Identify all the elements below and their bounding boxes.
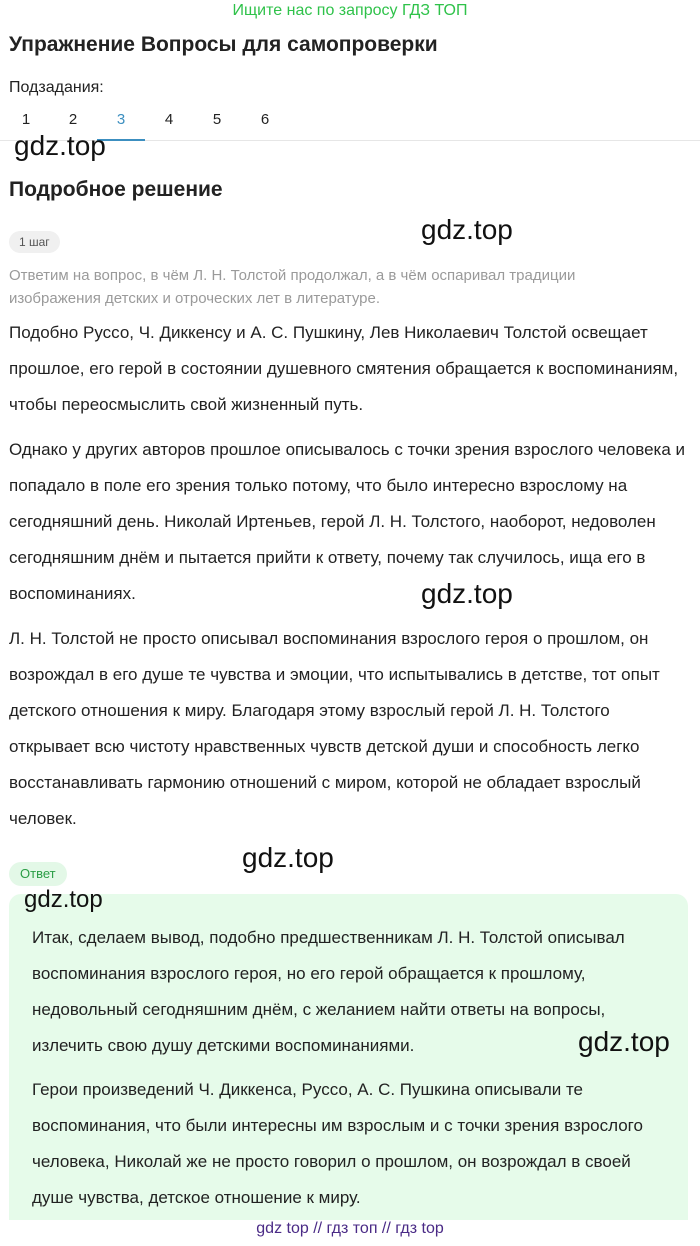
answer-paragraph: Итак, сделаем вывод, подобно предшественникам Л. Н. Толстой описывал воспоминания взрослого героя, но его герой обращается к прошлому, недовольный сегодняшним днём, с желанием найти ответы на вопросы, излечить свою душу детскими воспоминаниями. xyxy=(32,928,625,1055)
intro-text: Ответим на вопрос, в чём Л. Н. Толстой продолжал, а в чём оспаривал традиции изображения детских и отроческих лет в литературе. xyxy=(9,267,576,307)
top-banner[interactable]: Ищите нас по запросу ГДЗ ТОП xyxy=(232,2,468,19)
footer-links[interactable]: gdz top // гдз топ // гдз top xyxy=(256,1220,444,1237)
tab-2[interactable]: 2 xyxy=(68,111,78,128)
tab-3[interactable]: 3 xyxy=(97,111,145,141)
answer-badge: Ответ xyxy=(9,862,67,886)
solution-paragraph: Л. Н. Толстой не просто описывал воспоминания взрослого героя о прошлом, он возрождал в его душе те чувства и эмоции, что испытывались в детстве, тот опыт детского отношения к миру. Благодаря этому взрослый герой Л. Н. Толстого открывает всю чистоту нравственных чувств детской души и способность легко восстанавливать гармонию отношений с миром, которой не обладает взрослый человек. xyxy=(9,629,660,828)
solution-paragraph: Подобно Руссо, Ч. Диккенсу и А. С. Пушкину, Лев Николаевич Толстой освещает прошлое, его герой в состоянии душевного смятения обращается к воспоминаниям, чтобы переосмыслить свой жизненный путь. xyxy=(9,323,679,414)
answer-paragraph: Герои произведений Ч. Диккенса, Руссо, А. С. Пушкина описывали те воспоминания, что были интересны им взрослым и с точки зрения взрослого человека, Николай же не просто говорил о прошлом, он возрождал в своей душе чувства, детское отношение к миру. xyxy=(32,1080,643,1207)
solution-paragraph: Однако у других авторов прошлое описывалось с точки зрения взрослого человека и попадало в поле его зрения только потому, что было интересно взрослому на сегодняшний день. Николай Иртеньев, герой Л. Н. Толстого, наоборот, недоволен сегодняшним днём и пытается прийти к ответу, почему так случилось, ища его в воспоминаниях. xyxy=(9,440,686,603)
watermark: gdz.top xyxy=(14,130,106,161)
tab-4[interactable]: 4 xyxy=(164,111,174,128)
watermark: gdz.top xyxy=(421,578,513,609)
tab-1[interactable]: 1 xyxy=(21,111,31,128)
step-badge: 1 шаг xyxy=(9,231,60,253)
tab-6[interactable]: 6 xyxy=(260,111,270,128)
tab-5[interactable]: 5 xyxy=(212,111,222,128)
section-title: Подробное решение xyxy=(9,178,223,201)
watermark: gdz.top xyxy=(24,886,103,913)
watermark: gdz.top xyxy=(578,1026,670,1057)
watermark: gdz.top xyxy=(242,842,334,873)
page-title: Упражнение Вопросы для самопроверки xyxy=(9,33,438,56)
subtasks-label: Подзадания: xyxy=(9,79,104,96)
watermark: gdz.top xyxy=(421,214,513,245)
